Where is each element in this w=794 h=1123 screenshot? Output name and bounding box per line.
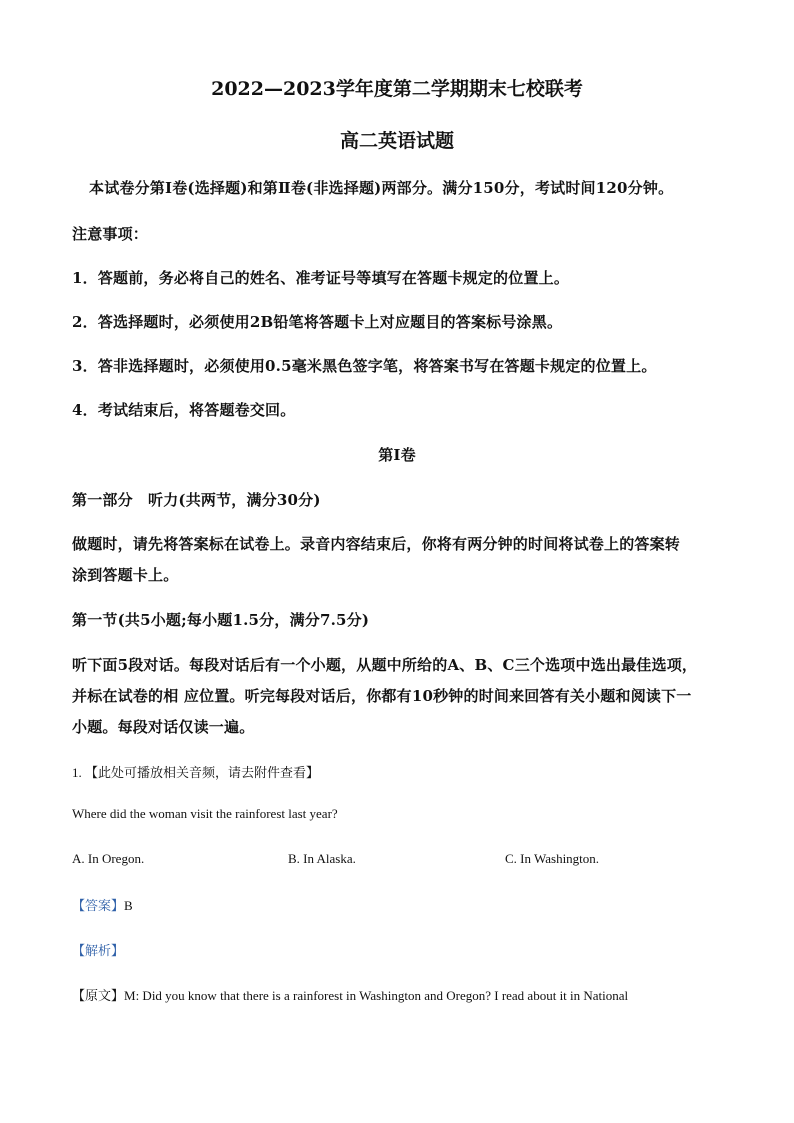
answer-label: 【答案】 — [72, 899, 125, 914]
original-line — [72, 985, 628, 1004]
note-item: 4．考试结束后，将答题卷交回。 — [72, 401, 296, 419]
volume-title: 第Ⅰ卷 — [378, 446, 416, 464]
original-label: 【原文】 — [72, 989, 125, 1004]
page-subtitle: 高二英语试题 — [339, 130, 454, 152]
section1-instruction-line: 听下面5段对话。每段对话后有一个小题，从题中所给的A、B、C三个选项中选出最佳选项， — [72, 656, 698, 674]
question-number: 1. — [72, 765, 82, 780]
option-a[interactable]: A. In Oregon. — [72, 851, 145, 866]
original-text: M: Did you know that there is a rainforest in Washington and Oregon? I read about it in National — [124, 988, 629, 1003]
question-text: Where did the woman visit the rainforest last year? — [72, 806, 338, 821]
analysis-label: 【解析】 — [72, 944, 125, 959]
intro-paragraph: 本试卷分第Ⅰ卷(选择题)和第Ⅱ卷(非选择题)两部分。满分150分，考试时间120分钟。 — [89, 179, 674, 197]
part1-instruction-line: 做题时，请先将答案标在试卷上。录音内容结束后，你将有两分钟的时间将试卷上的答案转 — [72, 535, 681, 553]
part1-instruction-line: 涂到答题卡上。 — [72, 566, 179, 584]
note-item: 2．答选择题时，必须使用2B铅笔将答题卡上对应题目的答案标号涂黑。 — [72, 313, 563, 331]
notes-heading: 注意事项： — [72, 225, 149, 243]
note-item: 3．答非选择题时，必须使用0.5毫米黑色签字笔，将答案书写在答题卡规定的位置上。 — [72, 357, 657, 375]
section1-instruction-line: 并标在试卷的相 应位置。听完每段对话后，你都有10秒钟的时间来回答有关小题和阅读下一 — [72, 687, 692, 705]
option-c[interactable]: C. In Washington. — [505, 851, 600, 866]
answer-value: B — [124, 898, 133, 913]
audio-note[interactable]: 【此处可播放相关音频，请去附件查看】 — [85, 766, 320, 781]
section1-heading: 第一节(共5小题;每小题1.5分，满分7.5分) — [72, 611, 370, 629]
question-1-header — [72, 762, 319, 781]
section1-instruction-line: 小题。每段对话仅读一遍。 — [72, 718, 255, 736]
page-title: 2022—2023学年度第二学期期末七校联考 — [211, 78, 583, 100]
answer-line — [72, 895, 133, 914]
part1-heading: 第一部分 听力(共两节，满分30分) — [72, 491, 321, 509]
option-b[interactable]: B. In Alaska. — [288, 851, 356, 866]
note-item: 1．答题前，务必将自己的姓名、准考证号等填写在答题卡规定的位置上。 — [72, 269, 570, 287]
